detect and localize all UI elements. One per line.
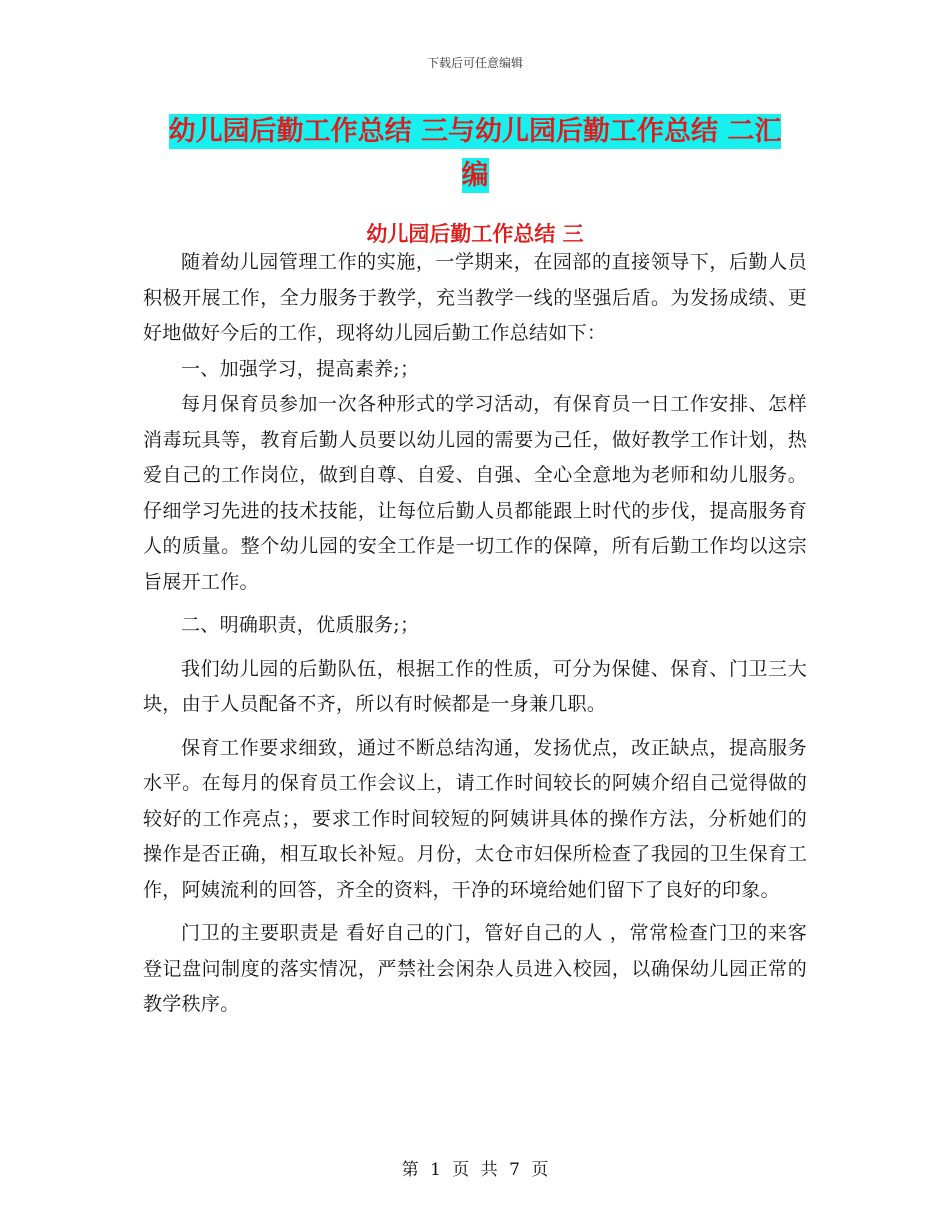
document-title-line-2: 编 <box>461 160 489 191</box>
document-title <box>145 110 805 198</box>
section-title: 幼儿园后勤工作总结 三 <box>366 222 584 246</box>
paragraph-childcare: 保育工作要求细致，通过不断总结沟通，发扬优点，改正缺点，提高服务水平。在每月的保育员工作会议上，请工作时间较长的阿姨介绍自己觉得做的较好的工作亮点；，要求工作时间较短的阿姨讲具体的操作方法，分析她们的操作是否正确，相互取长补短。月份，太仓市妇保所检查了我园的卫生保育工作，阿姨流利的回答，齐全的资料，干净的环境给她们留下了良好的印象。 <box>143 736 807 901</box>
heading-study: 一、加强学习，提高素养;； <box>181 357 420 380</box>
heading-duties: 二、明确职责，优质服务;； <box>181 614 420 636</box>
header-note: 下载后可任意编辑 <box>426 56 523 70</box>
document-title-line-1: 幼儿园后勤工作总结 三与幼儿园后勤工作总结 二汇 <box>168 116 782 147</box>
document-body <box>143 245 807 1023</box>
page-footer: 第 1 页 共 7 页 <box>401 1160 549 1180</box>
paragraph-gatekeeper: 门卫的主要职责是 看好自己的门，管好自己的人 ，常常检查门卫的来客登记盘问制度的落实情况，严禁社会闲杂人员进入校园，以确保幼儿园正常的教学秩序。 <box>143 922 807 1015</box>
paragraph-intro: 随着幼儿园管理工作的实施，一学期来，在园部的直接领导下，后勤人员积极开展工作，全力服务于教学，充当教学一线的坚强后盾。为发扬成绩、更好地做好今后的工作，现将幼儿园后勤工作总结如下： <box>143 251 807 344</box>
paragraph-study: 每月保育员参加一次各种形式的学习活动，有保育员一日工作安排、怎样消毒玩具等，教育后勤人员要以幼儿园的需要为己任，做好教学工作计划，热爱自己的工作岗位，做到自尊、自爱、自强、全心全意地为老师和幼儿服务。仔细学习先进的技术技能，让每位后勤人员都能跟上时代的步伐，提高服务育人的质量。整个幼儿园的安全工作是一切工作的保障，所有后勤工作均以这宗旨展开工作。 <box>143 393 807 593</box>
paragraph-team: 我们幼儿园的后勤队伍，根据工作的性质，可分为保健、保育、门卫三大块，由于人员配备不齐，所以有时候都是一身兼几职。 <box>143 657 807 715</box>
